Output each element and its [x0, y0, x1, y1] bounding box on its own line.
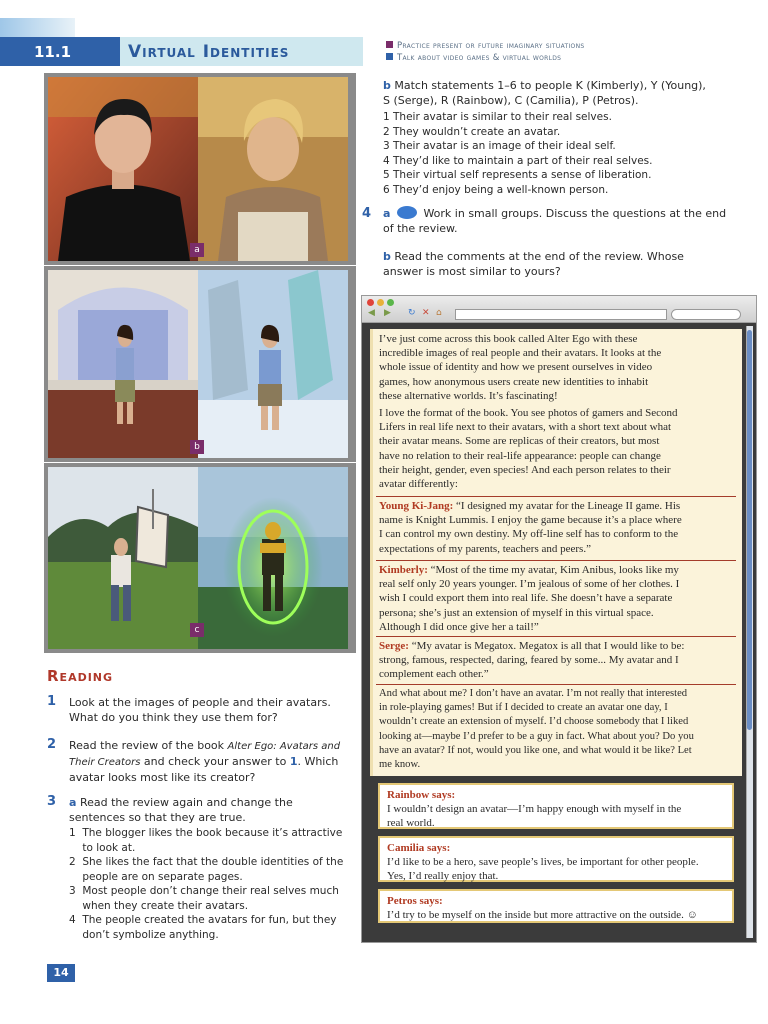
divider — [376, 496, 736, 497]
photo-young-real — [48, 77, 198, 261]
photo-kimberly-real — [48, 270, 198, 458]
post-line: I can control my own destiny. My off-line self has to conform to the — [379, 528, 679, 541]
question-ref: 1 — [289, 755, 298, 768]
divider — [376, 684, 736, 685]
objective-2-text: Talk about video games & virtual worlds — [397, 53, 562, 63]
exercise-b-list — [383, 110, 652, 197]
objective-square-icon — [386, 41, 393, 48]
list-item: to look at. — [69, 841, 136, 854]
post-line: strong, famous, respected, daring, feared by some... My avatar and I — [379, 654, 679, 667]
post-line: these alternative worlds. It’s fascinating! — [379, 389, 558, 402]
question-3-number: 3 — [47, 794, 57, 809]
exercise-4-number: 4 — [362, 206, 372, 221]
question-3a — [69, 795, 293, 825]
page-number: 14 — [47, 964, 75, 982]
post-line: avatar differently: — [379, 478, 458, 491]
post-line: And what about me? I don’t have an avatar. I’m not really that interested — [379, 688, 688, 699]
exercise-4b-label: b — [383, 250, 391, 263]
speaker-serge: Serge: — [379, 640, 409, 652]
zoom-dot-icon[interactable] — [387, 299, 394, 306]
list-item: 4 They’d like to maintain a part of their real selves. — [383, 154, 653, 167]
comment-line: I’d like to be a hero, save people’s lives, be important for other people. — [387, 856, 699, 868]
blog-post-closing — [370, 684, 742, 776]
comment-line: I’d try to be myself on the inside but more attractive on the outside. ☺ — [387, 909, 698, 921]
unit-number: 11.1 — [34, 43, 72, 61]
exercise-4b — [383, 249, 684, 279]
comment-line: I wouldn’t design an avatar—I’m happy enough with myself in the — [387, 803, 682, 815]
exercise-4b-text-2: answer is most similar to yours? — [383, 265, 561, 278]
question-3a-text: Read the review again and change the — [79, 796, 293, 809]
post-line: have an avatar? If not, would you like one, and what would it be like? Let — [379, 744, 692, 756]
objective-1-text: Practice present or future imaginary situations — [397, 41, 585, 51]
comment-rainbow — [378, 783, 734, 829]
list-item: when they create their avatars. — [69, 899, 249, 912]
list-item: 2 They wouldn’t create an avatar. — [383, 125, 561, 138]
photo-panel-b — [44, 266, 356, 462]
question-3a-text: sentences so that they are true. — [69, 811, 246, 824]
comment-author: Petros says: — [387, 895, 443, 907]
post-line: in role-playing games! But if I decided to create an avatar one day, I — [379, 702, 668, 714]
scrollbar-thumb[interactable] — [747, 330, 752, 730]
objective-2 — [386, 53, 561, 63]
back-icon[interactable]: ◀ — [368, 308, 375, 318]
comment-author: Camilia says: — [387, 842, 451, 854]
post-line: Although I did once give her a tail!” — [379, 620, 539, 633]
unit-title: Virtual Identities — [128, 42, 290, 62]
list-item: 5 Their virtual self represents a sense of liberation. — [383, 169, 652, 181]
post-line: their height, gender, even species! And each person relates to their — [379, 463, 671, 476]
post-line: “My avatar is Megatox. Megatox is all that I would like to be: — [411, 640, 685, 652]
photo-kimberly-avatar — [198, 270, 348, 458]
post-line: “I designed my avatar for the Lineage II game. His — [456, 500, 681, 512]
quote-kimberly — [370, 560, 742, 636]
comment-petros — [378, 889, 734, 923]
photo-panel-a — [44, 73, 356, 265]
post-line: looking at—maybe I’d prefer to be a guy in fact. What about you? Do you — [379, 730, 694, 742]
objective-square-icon — [386, 53, 393, 60]
list-item: 2 She likes the fact that the double identities of the — [69, 856, 344, 868]
book-title: Alter Ego: Avatars and — [227, 741, 341, 752]
post-line: Lifers in real life next to their avatars, with a short text about what — [379, 421, 672, 434]
reading-title: Reading — [47, 667, 114, 685]
list-item: 1 The blogger likes the book because it’s attractive — [69, 827, 343, 839]
post-line: name is Knight Lummis. I enjoy the game because it’s a place where — [379, 514, 682, 527]
comment-line: Yes, I’d really enjoy that. — [387, 870, 499, 882]
exercise-b-intro-1: Match statements 1–6 to people K (Kimberly), Y (Young), — [394, 79, 706, 92]
exercise-4a-text-2: of the review. — [383, 222, 458, 235]
divider — [376, 560, 736, 561]
question-2-text: Read the review of the book — [69, 739, 225, 752]
list-item: 1 Their avatar is similar to their real selves. — [383, 111, 612, 123]
question-1-line: Look at the images of people and their avatars. — [69, 696, 331, 709]
browser-window — [361, 295, 757, 943]
post-line: “Most of the time my avatar, Kim Anibus, looks like my — [430, 564, 679, 576]
list-item: don’t symbolize anything. — [69, 928, 219, 941]
post-line: games, how anonymous users create new identities to inhabit — [379, 375, 649, 388]
question-2-number: 2 — [47, 737, 57, 752]
exercise-4a-label: a — [383, 207, 391, 220]
comment-camilia — [378, 836, 734, 882]
post-line: wish I could export them into real life. She doesn’t have a separate — [379, 592, 673, 605]
list-item: 6 They’d enjoy being a well-known person. — [383, 183, 609, 196]
list-item: people are on separate pages. — [69, 870, 243, 883]
photo-serge-avatar — [198, 467, 348, 649]
question-2-text: . Which — [297, 755, 339, 768]
question-3a-label: a — [69, 796, 77, 809]
post-line: their avatar means. Some are replicas of their creators, but most — [379, 435, 660, 448]
exercise-4b-text-1: Read the comments at the end of the review. Whose — [394, 250, 684, 263]
question-1-line: What do you think they use them for? — [69, 711, 278, 724]
comment-author: Rainbow says: — [387, 789, 456, 801]
post-line: real self only 20 years younger. I’m jealous of some of her clothes. I — [379, 578, 680, 591]
list-item: 4 The people created the avatars for fun, but they — [69, 914, 337, 926]
minimize-dot-icon[interactable] — [377, 299, 384, 306]
list-item: 3 Their avatar is an image of their ideal self. — [383, 140, 616, 152]
post-line: I love the format of the book. You see photos of gamers and Second — [379, 407, 678, 420]
question-1 — [69, 695, 331, 725]
post-line: whole issue of identity and how we present ourselves in video — [379, 361, 653, 374]
question-2-text: and check your answer to — [143, 755, 287, 768]
search-field[interactable] — [671, 309, 741, 320]
question-2-text: avatar looks most like its creator? — [69, 771, 256, 784]
speaker-kimberly: Kimberly: — [379, 564, 428, 576]
objective-1 — [386, 41, 584, 51]
forward-icon[interactable]: ▶ — [384, 308, 391, 318]
speaker-young: Young Ki-Jang: — [379, 500, 454, 512]
post-line: me know. — [379, 759, 421, 771]
quote-serge — [370, 636, 742, 684]
question-3a-list — [69, 826, 343, 942]
exercise-4a-text-1: Work in small groups. Discuss the questions at the end — [423, 207, 727, 220]
post-line: I’ve just come across this book called Alter Ego with these — [379, 333, 638, 345]
photo-panel-c — [44, 463, 356, 653]
exercise-b-label: b — [383, 79, 391, 92]
photo-young-avatar — [198, 77, 348, 261]
exercise-4a — [383, 206, 726, 236]
close-dot-icon[interactable] — [367, 299, 374, 306]
stop-icon[interactable]: ✕ — [422, 308, 430, 318]
post-line: incredible images of real people and their avatars. It looks at the — [379, 347, 662, 360]
question-1-number: 1 — [47, 694, 57, 709]
list-item: 3 Most people don’t change their real selves much — [69, 885, 339, 897]
post-line: have no relation to their real-life appearance: people can change — [379, 449, 661, 462]
photo-tag-a: a — [190, 243, 204, 257]
address-bar[interactable] — [455, 309, 667, 320]
post-line: complement each other.” — [379, 668, 489, 681]
divider — [376, 636, 736, 637]
book-title: Their Creators — [69, 757, 141, 768]
post-line: expectations of my parents, teachers and peers.” — [379, 542, 591, 555]
exercise-b — [383, 78, 706, 108]
reload-icon[interactable]: ↻ — [408, 308, 416, 318]
photo-tag-b: b — [190, 440, 204, 454]
speech-bubble-icon — [397, 206, 417, 219]
photo-serge-real — [48, 467, 198, 649]
browser-toolbar — [362, 296, 756, 323]
photo-tag-c: c — [190, 623, 204, 637]
question-2 — [69, 738, 340, 785]
post-line: wouldn’t create an extension of myself. I’d choose somebody that I liked — [379, 716, 689, 728]
exercise-b-intro-2: S (Serge), R (Rainbow), C (Camilia), P (Petros). — [383, 94, 639, 107]
post-line: persona; she’s just an extension of myself in this virtual space. — [379, 606, 654, 619]
quote-young — [370, 496, 742, 561]
header-gradient — [0, 18, 75, 37]
comment-line: real world. — [387, 817, 435, 829]
home-icon[interactable]: ⌂ — [436, 308, 442, 318]
